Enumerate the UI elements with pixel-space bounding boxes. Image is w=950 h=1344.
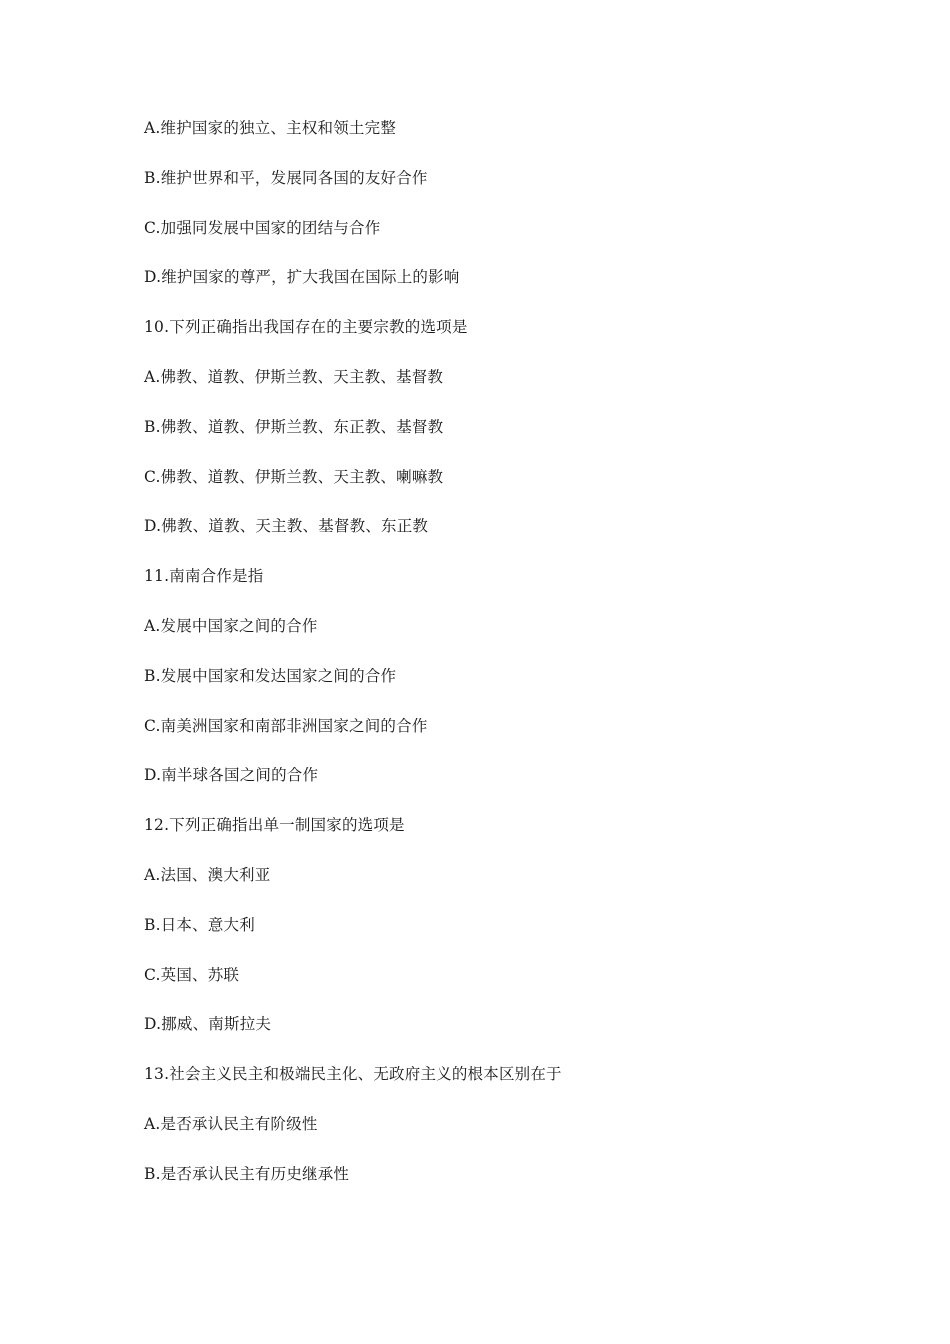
option-line: D.南半球各国之间的合作 [144,766,319,785]
question-line: 10.下列正确指出我国存在的主要宗教的选项是 [144,318,468,337]
option-line: B.佛教、道教、伊斯兰教、东正教、基督教 [144,417,444,436]
option-line: A.法国、澳大利亚 [144,865,271,884]
question-line: 11.南南合作是指 [144,567,264,586]
question-line: 13.社会主义民主和极端民主化、无政府主义的根本区别在于 [144,1065,562,1084]
option-line: D.维护国家的尊严，扩大我国在国际上的影响 [144,268,460,287]
question-line: 12.下列正确指出单一制国家的选项是 [144,816,405,835]
option-line: A.维护国家的独立、主权和领土完整 [144,119,397,137]
option-line: C.加强同发展中国家的团结与合作 [144,218,381,237]
option-line: A.佛教、道教、伊斯兰教、天主教、基督教 [144,367,444,386]
option-line: C.英国、苏联 [144,965,240,984]
option-line: A.是否承认民主有阶级性 [144,1114,318,1133]
option-line: D.挪威、南斯拉夫 [144,1015,272,1034]
option-line: C.佛教、道教、伊斯兰教、天主教、喇嘛教 [144,467,444,486]
option-line: D.佛教、道教、天主教、基督教、东正教 [144,517,429,536]
option-line: B.是否承认民主有历史继承性 [144,1164,350,1183]
option-line: C.南美洲国家和南部非洲国家之间的合作 [144,716,428,735]
option-line: A.发展中国家之间的合作 [144,616,318,635]
option-line: B.发展中国家和发达国家之间的合作 [144,666,397,685]
option-line: B.维护世界和平，发展同各国的友好合作 [144,168,428,187]
question-list [144,117,844,1213]
option-line: B.日本、意大利 [144,915,255,934]
